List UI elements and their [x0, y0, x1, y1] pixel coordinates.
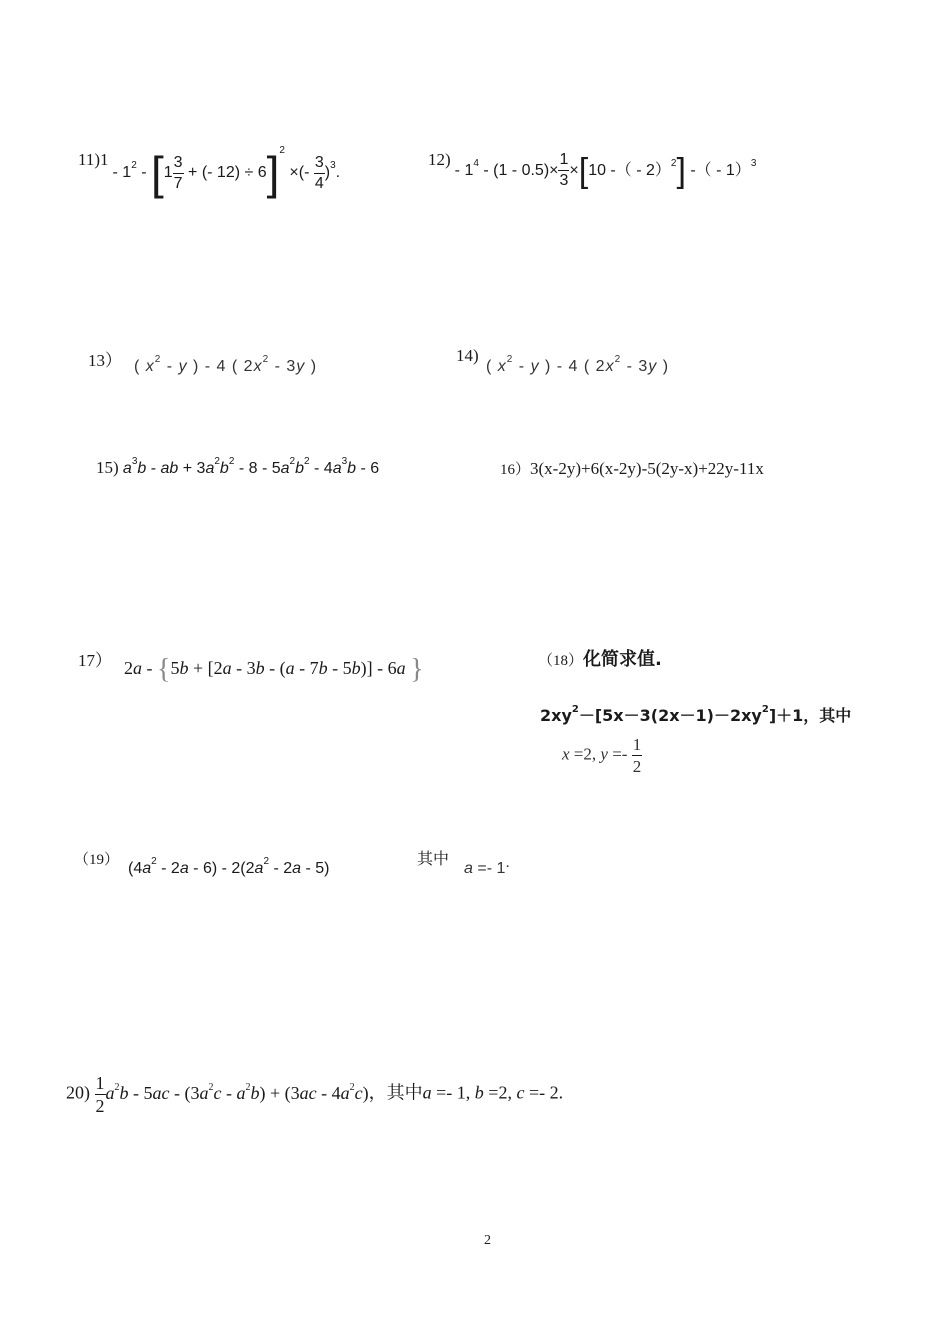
problem-17-expression: 2a - {5b + [2a - 3b - (a - 7b - 5b)] - 6a } [124, 654, 424, 685]
problem-20-expression: $\frac{1}{2}$ $a^2b - 5ac - (3a^2c - a^2b) + (3ac - 4a^2c)$ [95, 1073, 369, 1116]
problem-20-qualifier: ，其中 [368, 1082, 423, 1103]
problem-13-label: 13） [88, 351, 122, 370]
problem-18-expression: $2xy^2-[5x-3(2x-1)-2xy^2]+1$，其中 [540, 704, 852, 725]
problem-20 [66, 1074, 563, 1115]
problem-18-header [538, 645, 662, 671]
problem-19-given: a =- 1. [464, 854, 510, 877]
problem-12-label: 12) [428, 149, 451, 169]
problem-19-qualifier: 其中 [417, 851, 450, 868]
page-number: 2 [484, 1233, 491, 1248]
problem-17-label: 17） [78, 651, 112, 670]
problem-15-label: 15) [96, 458, 119, 477]
problem-18-title: 化简求值. [583, 649, 662, 670]
problem-16-expression: 3(x-2y)+6(x-2y)-5(2y-x)+22y-11x [530, 459, 764, 478]
problem-11 [78, 145, 341, 199]
problem-15 [96, 458, 379, 478]
problem-18-label: （18） [538, 653, 584, 669]
problem-14-label: 14) [456, 346, 479, 365]
problem-20-given: a =- 1, b =2, c =- 2. [422, 1082, 564, 1103]
problem-19-expression: $(4a^2 - 2a - 6) - 2(2a^2 - 2a - 5)$ [128, 856, 330, 877]
problem-11-expression: - $1^2 - [1$ $\frac{3}{7}$ + (- 12) ÷ 6]$^2$ ×(- $\frac{3}{4}$ )$^3$. [112, 145, 341, 199]
problem-12 [428, 149, 757, 190]
problem-12-expression: - $1^4 - (1 - 0.5)\times$ $\frac{1}{3}$ ×[10 -（ - 2）$^2$] -（ - 1）$^3$ [454, 151, 757, 190]
problem-13-expression: ( $x^2$ - y ) - 4 ( $2x^2 - 3y$ ) [134, 354, 318, 375]
problem-16 [500, 458, 764, 479]
problem-15-expression: $a^3b$ - ab + $3a^2b^2 - 8 - 5a^2b^2 - 4a^3b - 6$ [122, 456, 380, 477]
problem-19-label: （19） [74, 852, 120, 868]
problem-14-expression: ( $x^2$ - y ) - 4 ( $2x^2 - 3y$ ) [486, 354, 670, 375]
problem-16-label: 16） [500, 462, 531, 478]
problem-18-given: x =2, y =- $\frac{1}{2}$ [562, 735, 642, 776]
problem-11-label: 11)1 [78, 150, 109, 170]
problem-20-label: 20) [66, 1082, 90, 1103]
